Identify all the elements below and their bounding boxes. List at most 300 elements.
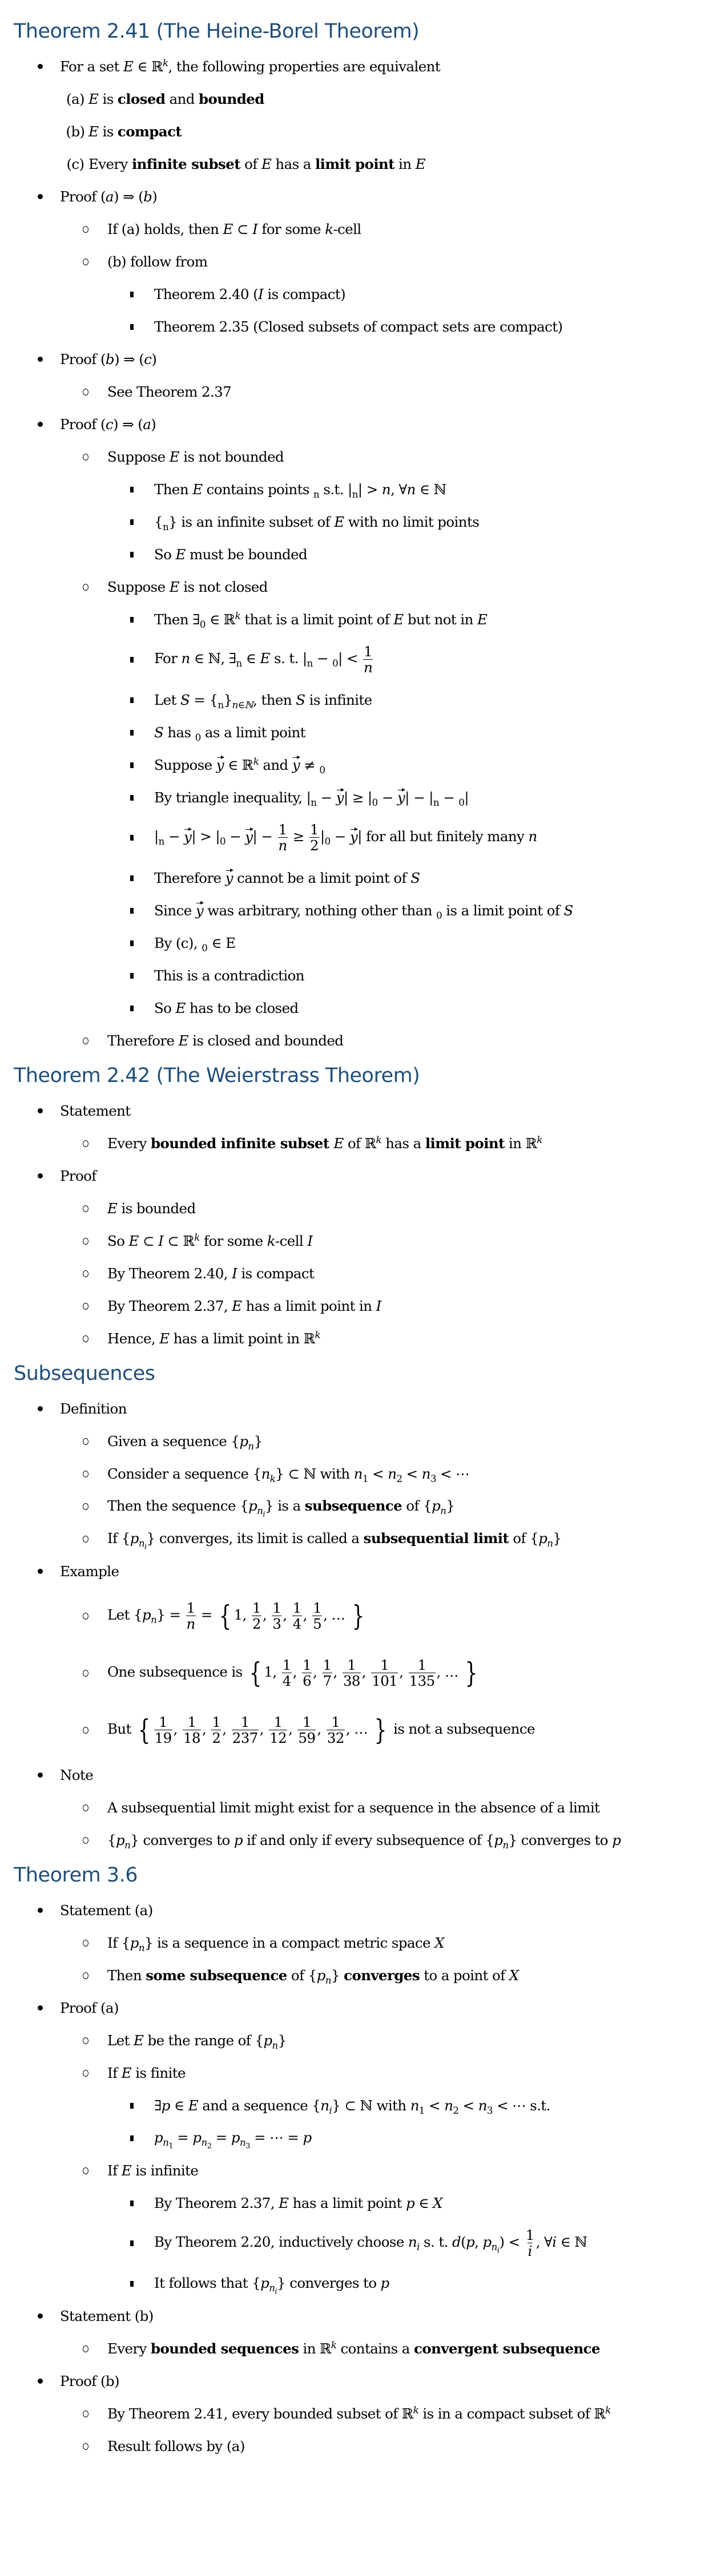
square-bullet-icon	[127, 552, 136, 558]
list-item	[0, 50, 717, 83]
bold-term: limit point	[315, 156, 394, 172]
bullet-icon	[34, 1772, 46, 1778]
square-bullet-icon	[127, 292, 136, 297]
item-text	[154, 1000, 299, 1016]
math-var: E	[333, 1135, 344, 1152]
subscript: 2	[396, 1473, 402, 1484]
text-run: and	[165, 91, 199, 107]
math-var: b	[105, 351, 115, 368]
bullet-circle-icon	[83, 2070, 88, 2077]
text-run: {	[107, 1832, 116, 1848]
math-var: E	[192, 481, 203, 498]
text-run: is infinite	[305, 692, 372, 708]
text-run: It follows that {	[154, 2275, 261, 2292]
text-run: −	[225, 828, 245, 845]
subscript: i	[417, 2242, 420, 2253]
math-var: p	[161, 2097, 170, 2114]
fraction	[312, 1601, 322, 1631]
list-item	[0, 1127, 717, 1160]
subscript: i	[329, 2105, 332, 2116]
large-brace: }	[374, 1714, 387, 1747]
item-text	[88, 156, 425, 172]
list-item	[0, 1425, 717, 1457]
text-run: Let {	[107, 1606, 142, 1624]
subscript: n	[217, 699, 224, 710]
text-run: For	[154, 650, 182, 667]
bold-term: bounded infinite subset	[150, 1135, 334, 1152]
text-run: } is a	[265, 1497, 305, 1515]
math-var: n	[261, 1465, 270, 1482]
text-run: If	[107, 2065, 122, 2081]
subscript: 0	[332, 658, 339, 669]
square-bullet-icon	[127, 940, 136, 946]
list-item	[0, 180, 717, 213]
bold-term: compact	[117, 123, 182, 140]
math-var: n	[388, 1465, 397, 1482]
math-var: p	[612, 1832, 621, 1848]
bullet-circle-icon	[83, 389, 88, 395]
subscript: n	[440, 1505, 446, 1517]
square-bullet-icon	[127, 835, 136, 841]
math-var: X	[434, 1935, 445, 1951]
vector-symbol: y	[336, 789, 344, 806]
text-run: | − |	[405, 789, 433, 806]
circle-bullet-icon	[80, 1837, 91, 1844]
subscript: ni	[257, 1505, 265, 1519]
fraction	[409, 1658, 436, 1688]
text-run: = {	[190, 692, 218, 708]
item-text	[154, 318, 562, 335]
item-text	[154, 2129, 312, 2151]
fraction	[269, 1715, 287, 1745]
circle-bullet-icon	[80, 1037, 91, 1044]
text-run: if and only if every subsequence of {	[242, 1832, 494, 1848]
list-item	[0, 1095, 717, 1127]
bullet-dot-icon	[38, 1406, 43, 1411]
text-run: } is an infinite subset of	[168, 514, 335, 530]
superscript: k	[413, 2404, 419, 2416]
list-item	[0, 959, 717, 992]
list-item	[0, 1824, 717, 1856]
bullet-circle-icon	[83, 1940, 88, 1947]
math-var: p	[482, 2234, 492, 2251]
bullet-circle-icon	[83, 1804, 88, 1811]
bullet-icon	[34, 1406, 46, 1411]
fraction-numerator: 1	[323, 1657, 332, 1674]
subscript: 0	[199, 619, 206, 630]
text-run: −	[316, 789, 336, 806]
item-text	[154, 935, 236, 954]
fraction-numerator: 1	[364, 643, 373, 660]
item-text	[154, 481, 446, 498]
text-run: is closed and bounded	[188, 1032, 344, 1049]
text-run: }	[331, 1967, 344, 1984]
math-var: X	[433, 2195, 442, 2211]
text-run: <	[458, 2097, 478, 2114]
subscript: n	[547, 1538, 553, 1549]
math-var: S	[154, 724, 164, 741]
text-run: Suppose	[154, 757, 216, 773]
text-run: } ⊂ ℕ with	[332, 2097, 410, 2114]
item-text	[107, 1715, 535, 1745]
section-heading: Theorem 2.42 (The Weierstrass Theorem)	[14, 1064, 420, 1087]
text-run: Statement	[60, 1103, 131, 1119]
bullet-square-icon	[130, 2103, 134, 2109]
item-text	[60, 1563, 119, 1580]
text-run: ,	[474, 2234, 483, 2251]
math-var: p	[192, 2129, 202, 2146]
text-run: By (c),	[154, 935, 202, 951]
text-run: For a set	[60, 58, 124, 75]
math-var: p	[494, 1832, 503, 1848]
item-text	[88, 123, 182, 140]
text-run: If (a) holds, then	[107, 221, 223, 237]
bullet-dot-icon	[38, 2313, 43, 2319]
bullet-icon	[34, 2379, 46, 2384]
text-run: -cell	[333, 221, 361, 237]
bullet-dot-icon	[38, 2005, 43, 2010]
circle-bullet-icon	[80, 1503, 91, 1510]
list-item	[0, 278, 717, 310]
subscript: 0	[319, 764, 325, 776]
text-run: ,	[292, 1664, 301, 1681]
fraction-numerator: 1	[310, 821, 319, 838]
text-run: | >	[357, 481, 382, 498]
vector	[184, 829, 191, 845]
text-run: has	[163, 724, 195, 741]
list-item	[0, 814, 717, 862]
text-run: } converges to	[130, 1832, 234, 1848]
vector-symbol: y	[245, 828, 253, 845]
item-text	[107, 1135, 542, 1152]
text-run: Since	[154, 902, 196, 919]
item-text	[107, 1233, 312, 1249]
subscript: n	[151, 1614, 157, 1626]
subscript: n	[433, 797, 439, 808]
bullet-circle-icon	[83, 454, 88, 461]
math-var: p	[142, 1606, 151, 1624]
item-text	[107, 1330, 320, 1347]
list-item	[0, 1523, 717, 1555]
item-text	[107, 1298, 381, 1314]
subscript: 3	[430, 1473, 436, 1484]
square-bullet-icon	[127, 1006, 136, 1011]
text-run: for some	[199, 1233, 267, 1249]
fraction-denominator: 18	[183, 1730, 200, 1746]
item-text	[107, 2405, 611, 2422]
math-var: n	[353, 1465, 362, 1482]
list-item	[0, 2397, 717, 2430]
subscript: 0	[324, 836, 331, 847]
list-item	[0, 1322, 717, 1355]
fraction-denominator: n	[278, 837, 287, 854]
bullet-circle-icon	[83, 1205, 88, 1212]
text-run: Suppose	[107, 449, 170, 465]
circle-bullet-icon	[80, 1270, 91, 1277]
circle-bullet-icon	[80, 1613, 91, 1620]
item-text	[107, 2162, 198, 2179]
text-run: but not in	[403, 611, 477, 628]
fraction-numerator: 1	[252, 1600, 261, 1617]
text-run: ,	[361, 1664, 370, 1681]
item-text	[107, 1032, 343, 1049]
text-run: Note	[60, 1767, 94, 1783]
text-run: ,	[259, 1721, 268, 1738]
text-run: Then the sequence {	[107, 1497, 249, 1515]
outline-list	[0, 1392, 717, 1856]
text-run: ∈ ℝ	[133, 58, 163, 75]
text-run: ,	[202, 1721, 211, 1738]
text-run: of {	[509, 1530, 539, 1547]
bullet-square-icon	[130, 835, 134, 841]
fraction-numerator: 1	[380, 1657, 389, 1674]
large-brace: {	[219, 1600, 232, 1633]
text-run: must be bounded	[185, 546, 308, 563]
text-run: )	[151, 351, 157, 368]
text-run: , …	[436, 1664, 463, 1681]
math-var: k	[325, 221, 333, 237]
math-var: E	[134, 2032, 144, 2049]
list-item	[0, 571, 717, 603]
fraction-numerator: 1	[272, 1600, 281, 1617]
square-bullet-icon	[127, 2240, 136, 2246]
text-run: Theorem 2.35 (Closed subsets of compact sets are compact)	[154, 318, 563, 335]
text-run: | > |	[191, 828, 220, 845]
text-run: <	[402, 1465, 422, 1482]
list-item	[0, 1457, 717, 1490]
text-run: 1,	[233, 1606, 251, 1624]
list-item	[0, 781, 717, 814]
text-run: One subsequence is	[107, 1664, 247, 1681]
bullet-icon	[34, 64, 46, 69]
fraction-numerator: 1	[331, 1714, 340, 1731]
fraction-numerator: 1	[525, 2227, 534, 2244]
item-text	[107, 1601, 366, 1631]
subscript: 3	[486, 2105, 493, 2116]
bullet-icon	[34, 422, 46, 427]
fraction	[297, 1715, 316, 1745]
text-run: } is a sequence in a compact metric space	[144, 1935, 435, 1951]
item-text	[107, 2438, 245, 2454]
text-run: for some	[257, 221, 325, 237]
math-var: E	[334, 514, 344, 530]
text-run: ⊂	[138, 1233, 159, 1249]
list-item	[0, 1645, 717, 1702]
sub-subscript: 1	[168, 2142, 174, 2151]
item-text	[60, 1902, 153, 1919]
vector	[397, 789, 405, 806]
list-item	[0, 1894, 717, 1927]
text-run: has a	[271, 156, 315, 172]
list-item	[0, 408, 717, 441]
math-var: E	[121, 2065, 132, 2081]
text-run: contains points	[202, 481, 314, 498]
subscript: 0	[458, 797, 465, 808]
bullet-square-icon	[130, 617, 134, 623]
math-var: n	[421, 1465, 430, 1482]
list-item	[0, 1588, 717, 1645]
list-item	[0, 1702, 717, 1759]
text-run: If {	[107, 1935, 130, 1951]
list-item	[0, 894, 717, 927]
list-item	[0, 2024, 717, 2057]
text-run: |	[320, 828, 325, 845]
fraction	[183, 1715, 201, 1745]
text-run: Consider a sequence {	[107, 1465, 261, 1482]
bold-term: infinite subset	[131, 156, 240, 172]
square-bullet-icon	[127, 2200, 136, 2206]
math-var: p	[466, 2234, 475, 2251]
math-var: a	[143, 416, 151, 433]
text-run: , …	[345, 1721, 372, 1738]
subscript: 0	[372, 797, 378, 808]
text-run: ,	[313, 1664, 321, 1681]
math-var: p	[263, 2032, 272, 2049]
sub-subscript: i	[275, 2287, 277, 2296]
list-item	[0, 213, 717, 245]
text-run: If {	[107, 1530, 130, 1547]
text-run: Proof (	[60, 416, 106, 433]
text-run: Every	[107, 1135, 151, 1152]
math-var: I	[252, 221, 258, 237]
square-bullet-icon	[127, 2281, 136, 2287]
item-text	[60, 2373, 119, 2389]
bullet-square-icon	[130, 324, 134, 330]
fraction-denominator: 135	[409, 1673, 435, 1689]
list-item	[0, 716, 717, 749]
text-run: ≥	[288, 828, 309, 845]
subscript: n	[272, 2040, 278, 2051]
math-var: E	[279, 2195, 289, 2211]
list-item	[0, 2300, 717, 2332]
text-run: ,	[288, 1721, 297, 1738]
math-var: d	[452, 2234, 461, 2251]
circle-bullet-icon	[80, 2167, 91, 2174]
large-brace: {	[249, 1657, 261, 1690]
text-run: ∈ ℝ	[224, 757, 253, 773]
item-text	[60, 1400, 127, 1417]
text-run: -cell	[275, 1233, 308, 1249]
sub-subscript: i	[263, 1510, 265, 1519]
bullet-square-icon	[130, 730, 134, 736]
text-run: in ℝ	[504, 1135, 537, 1152]
text-run: ∃	[154, 2097, 162, 2114]
subscript: n	[158, 836, 164, 847]
text-run: Hence,	[107, 1330, 160, 1347]
item-text	[107, 2065, 186, 2081]
math-var: E	[223, 221, 233, 237]
text-run: Let	[107, 2032, 134, 2049]
text-run: ≠	[300, 757, 320, 773]
list-item	[0, 245, 717, 278]
bullet-circle-icon	[83, 1238, 88, 1245]
fraction-denominator: 12	[269, 1730, 287, 1746]
square-bullet-icon	[127, 519, 136, 525]
text-run: Every	[88, 156, 132, 172]
text-run: is	[98, 91, 118, 107]
subscript: 2	[453, 2105, 459, 2116]
text-run: |	[154, 828, 159, 845]
item-text	[107, 579, 268, 595]
superscript: k	[235, 610, 241, 621]
fraction	[186, 1601, 196, 1631]
text-run: , ∀	[390, 481, 407, 498]
bold-term: subsequential limit	[363, 1530, 509, 1547]
bold-term: convergent subsequence	[414, 2340, 600, 2357]
text-run: Result follows by (a)	[107, 2438, 245, 2454]
item-text	[107, 1200, 196, 1217]
text-run: ,	[399, 1664, 408, 1681]
math-var: E	[128, 1233, 139, 1249]
subscript: n	[502, 1839, 509, 1851]
list-item	[0, 2089, 717, 2122]
math-var: b	[143, 188, 152, 205]
subscript: 0	[219, 836, 225, 847]
item-text	[107, 1265, 314, 1282]
subscript: n2	[201, 2137, 212, 2151]
bullet-square-icon	[130, 973, 134, 979]
item-text	[107, 383, 231, 400]
bullet-circle-icon	[83, 2411, 88, 2417]
fraction	[292, 1601, 302, 1631]
bullet-dot-icon	[38, 1173, 43, 1178]
text-run: Suppose	[107, 579, 170, 595]
fraction	[323, 1658, 332, 1688]
text-run: −	[330, 828, 350, 845]
math-var: I	[258, 286, 264, 302]
item-text	[88, 91, 264, 107]
bullet-square-icon	[130, 519, 134, 525]
bullet-circle-icon	[83, 259, 88, 265]
sub-subscript: 2	[207, 2142, 212, 2151]
bullet-icon	[34, 194, 46, 199]
bullet-dot-icon	[38, 194, 43, 199]
math-var: E	[188, 2097, 199, 2114]
text-run: =	[196, 1606, 217, 1624]
fraction	[282, 1658, 292, 1688]
fraction-denominator: 237	[232, 1730, 258, 1746]
text-run: Proof	[60, 1168, 96, 1184]
subscript: n	[311, 797, 317, 808]
list-item	[0, 2187, 717, 2219]
subscript: n∈ℕ	[232, 699, 253, 710]
list-item	[0, 603, 717, 636]
text-run: is	[98, 123, 118, 140]
fraction-numerator: 1	[273, 1714, 283, 1731]
sub-subscript: 3	[245, 2142, 250, 2151]
text-run: ∈ ℕ	[556, 2234, 587, 2251]
text-run: , the following properties are equivalent	[168, 58, 441, 75]
vector	[292, 757, 300, 773]
text-run: , then	[253, 692, 296, 708]
text-run: with no limit points	[344, 514, 480, 530]
list-item	[0, 1290, 717, 1322]
fraction-numerator: 1	[313, 1600, 322, 1617]
vector-symbol: y	[195, 902, 204, 919]
text-run: Therefore	[107, 1032, 179, 1049]
item-text	[60, 58, 440, 75]
bullet-circle-icon	[83, 1536, 88, 1543]
math-var: p	[130, 1530, 139, 1547]
list-item	[0, 538, 717, 571]
bullet-circle-icon	[83, 2167, 88, 2174]
bold-term: converges	[344, 1967, 420, 1984]
text-run: , ∀	[535, 2234, 553, 2251]
superscript: k	[194, 1232, 200, 1243]
list-item	[0, 83, 717, 115]
bullet-icon	[34, 1569, 46, 1574]
sub-subscript: i	[497, 2246, 500, 2255]
